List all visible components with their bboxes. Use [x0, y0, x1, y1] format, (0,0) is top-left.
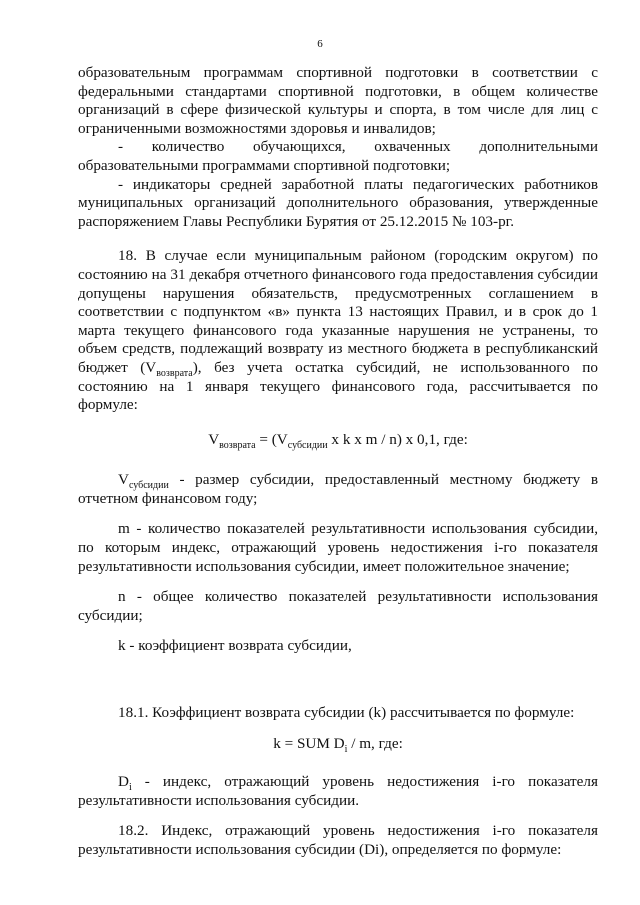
paragraph-18-1: 18.1. Коэффициент возврата субсидии (k) рассчитывается по формуле: — [118, 704, 575, 722]
document-body — [78, 64, 598, 860]
list-item-salary-indicators: - индикаторы средней заработной платы педагогических работников муниципальных организаций дополнительного образования, утвержденные распоряжением Главы Республики Бурятия от 25.12.2015 № 103-рг. — [78, 175, 598, 230]
paragraph-18-2: 18.2. Индекс, отражающий уровень недостижения i-го показателя результативности использования субсидии (Di), определяется по формуле: — [78, 822, 598, 858]
paragraph-continuation: образовательным программам спортивной подготовки в соответствии с федеральными стандартами спортивной подготовки, в общем количестве организаций в сфере физической культуры и спорта, в том числе для лиц с ограниченными возможностями здоровья и инвалидов; — [78, 64, 598, 137]
list-item-students-count: - количество обучающихся, охваченных дополнительными образовательными программами спортивной подготовки; — [78, 138, 598, 174]
definition-v-subsidy: $V_{субсидии}$ - размер субсидии, предоставленный местному бюджету в отчетном финансовом году; — [78, 471, 598, 507]
definition-k: k - коэффициент возврата субсидии, — [118, 637, 352, 655]
paragraph-18-subscript: возврата — [156, 367, 193, 379]
formula-return-volume: $V_{возврата} = (V_{субсидии}$ x k x m / n) x 0,1, где: — [208, 430, 468, 451]
page-number: 6 — [317, 38, 323, 50]
definition-n: n - общее количество показателей результативности использования субсидии; — [78, 588, 598, 624]
paragraph-18-text-b: ), без учета остатка субсидий, не использованного по состоянию на 1 января текущего финансового года, рассчитывается по формуле: — [78, 358, 598, 414]
paragraph-18-text-a: 18. В случае если муниципальным районом (городским округом) по состоянию на 31 декабря отчетного финансового года предоставления субсидии допущены нарушения обязательств, предусмотренных соглашением в соответствии с подпунктом «в» пункта 13 настоящих Правил, и в срок до 1 марта текущего финансового года указанные нарушения не устранены, то объем средств, подлежащий возврату из местного бюджета в республиканский бюджет (V — [78, 247, 598, 376]
formula-return-coefficient: k = SUM $D_i$ / m, где: — [273, 734, 403, 755]
paragraph-18 — [78, 247, 598, 414]
definition-m: m - количество показателей результативности использования субсидии, по которым индекс, отражающий уровень недостижения i-го показателя результативности использования субсидии, имеет положительное значение; — [78, 520, 598, 575]
definition-d: $D_i$ - индекс, отражающий уровень недостижения i-го показателя результативности использования субсидии. — [78, 773, 598, 809]
